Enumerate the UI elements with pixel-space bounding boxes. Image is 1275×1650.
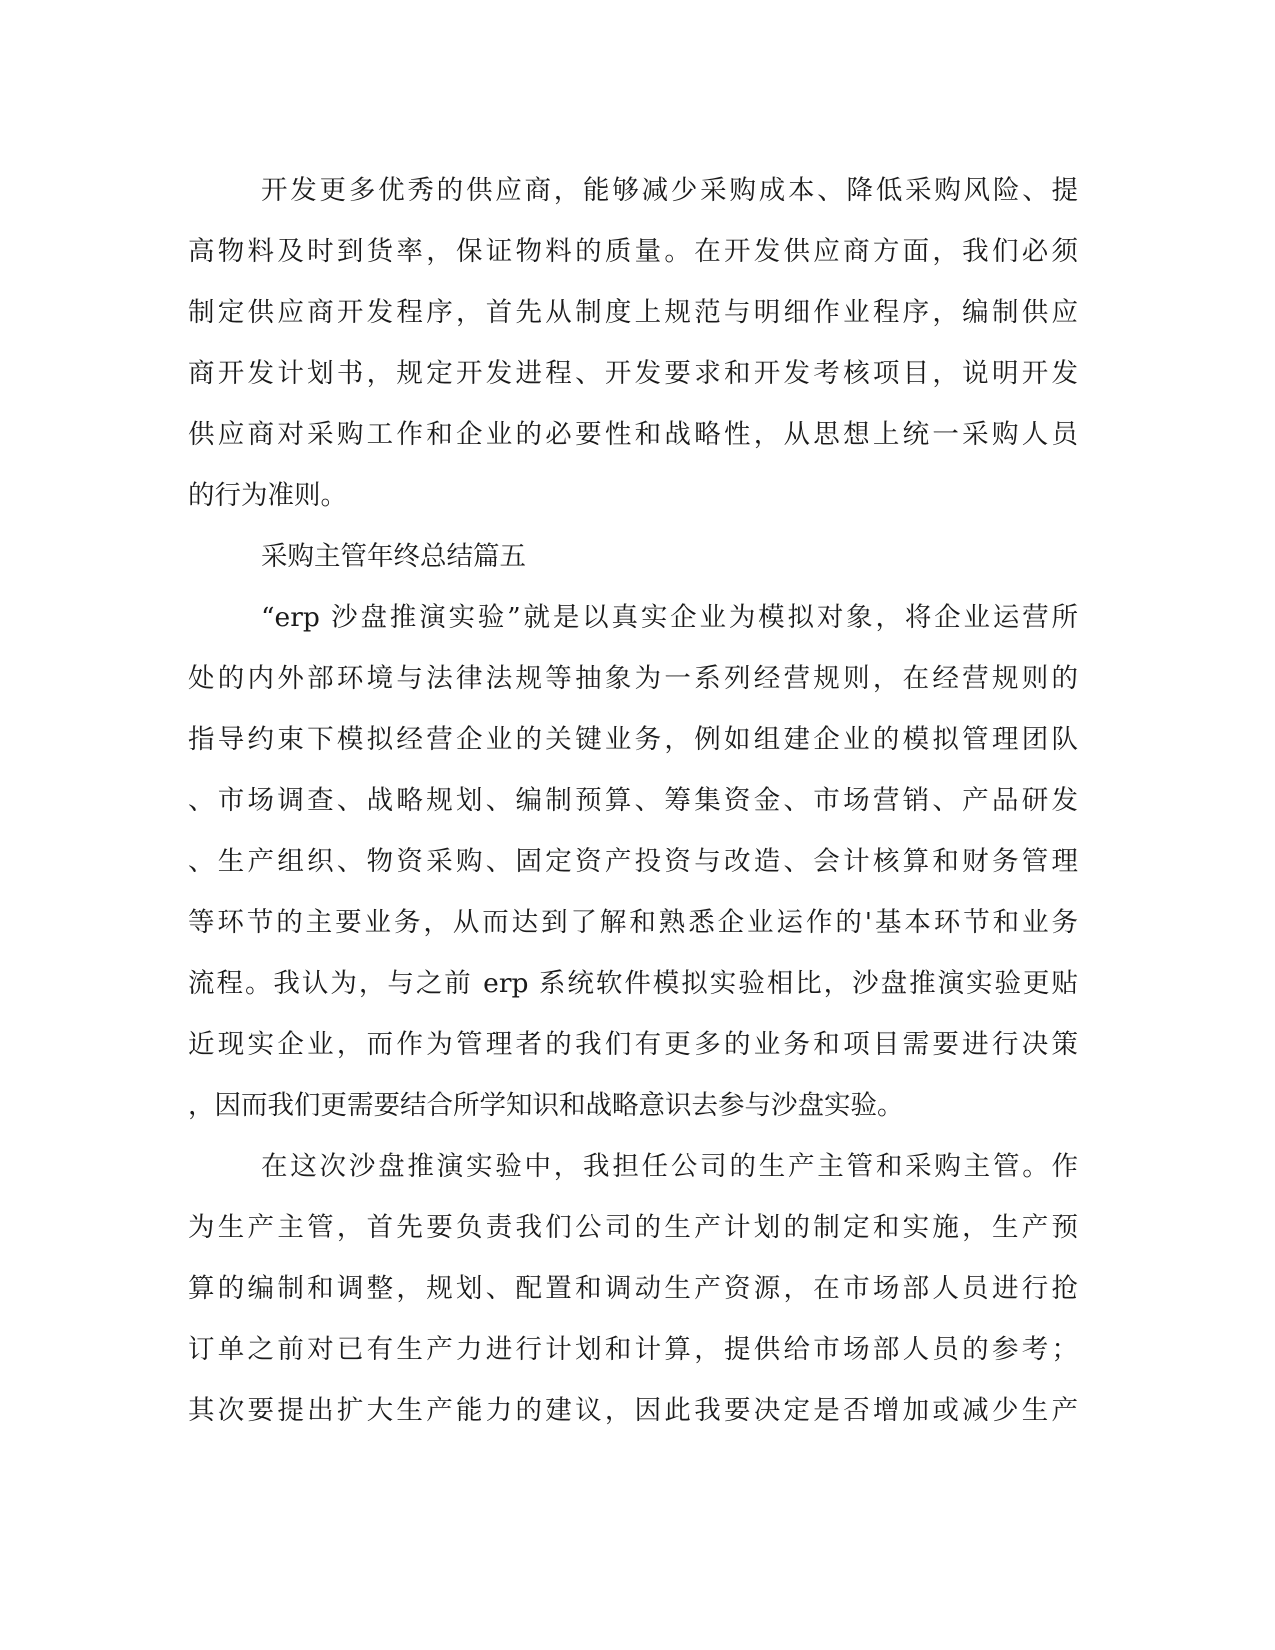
paragraph-3-line-6: 等环节的主要业务，从而达到了解和熟悉企业运作的'基本环节和业务 — [188, 907, 1078, 938]
paragraph-3-line-4: 、市场调查、战略规划、编制预算、筹集资金、市场营销、产品研发 — [188, 785, 1078, 816]
paragraph-1-line-5: 供应商对采购工作和企业的必要性和战略性，从思想上统一采购人员 — [188, 419, 1078, 450]
section-heading: 采购主管年终总结篇五 — [261, 541, 526, 572]
paragraph-1-line-3: 制定供应商开发程序，首先从制度上规范与明细作业程序，编制供应 — [188, 297, 1078, 328]
paragraph-4-line-1: 在这次沙盘推演实验中，我担任公司的生产主管和采购主管。作 — [261, 1151, 1078, 1182]
paragraph-3-line-5: 、生产组织、物资采购、固定资产投资与改造、会计核算和财务管理 — [188, 846, 1078, 877]
paragraph-3-line-9: ，因而我们更需要结合所学知识和战略意识去参与沙盘实验。 — [188, 1090, 904, 1121]
paragraph-3-line-3: 指导约束下模拟经营企业的关键业务，例如组建企业的模拟管理团队 — [188, 724, 1078, 755]
paragraph-3-line-8: 近现实企业，而作为管理者的我们有更多的业务和项目需要进行决策 — [188, 1029, 1078, 1060]
paragraph-1-line-2: 高物料及时到货率，保证物料的质量。在开发供应商方面，我们必须 — [188, 236, 1078, 267]
paragraph-1-line-1: 开发更多优秀的供应商，能够减少采购成本、降低采购风险、提 — [261, 175, 1078, 206]
paragraph-3-line-1: “erp 沙盘推演实验”就是以真实企业为模拟对象，将企业运营所 — [261, 602, 1078, 633]
document-body — [188, 160, 1078, 1441]
paragraph-3-line-7: 流程。我认为，与之前 erp 系统软件模拟实验相比，沙盘推演实验更贴 — [188, 968, 1078, 999]
paragraph-1-line-4: 商开发计划书，规定开发进程、开发要求和开发考核项目，说明开发 — [188, 358, 1078, 389]
paragraph-3-line-2: 处的内外部环境与法律法规等抽象为一系列经营规则，在经营规则的 — [188, 663, 1078, 694]
paragraph-4-line-2: 为生产主管，首先要负责我们公司的生产计划的制定和实施，生产预 — [188, 1212, 1078, 1243]
paragraph-4-line-4: 订单之前对已有生产力进行计划和计算，提供给市场部人员的参考； — [188, 1334, 1078, 1365]
paragraph-4-line-5: 其次要提出扩大生产能力的建议，因此我要决定是否增加或减少生产 — [188, 1395, 1078, 1426]
paragraph-1-line-6: 的行为准则。 — [188, 480, 347, 511]
paragraph-4-line-3: 算的编制和调整，规划、配置和调动生产资源，在市场部人员进行抢 — [188, 1273, 1078, 1304]
